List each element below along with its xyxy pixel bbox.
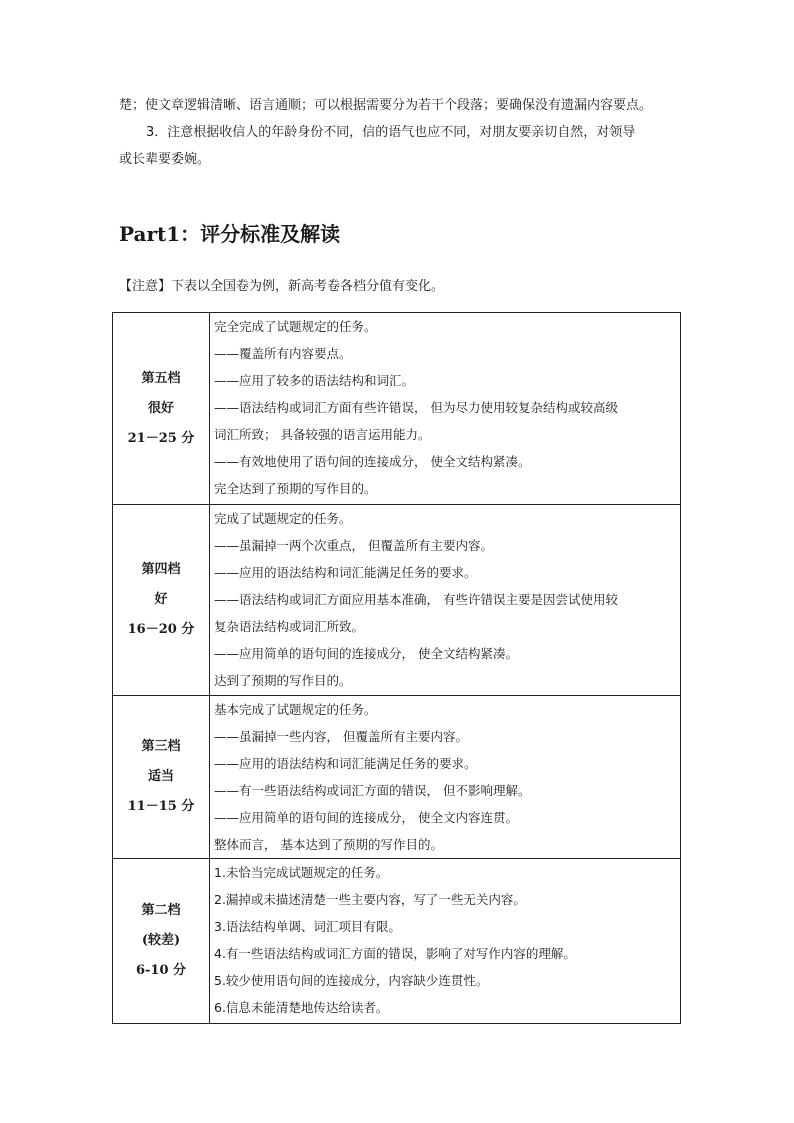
description-line: ——应用简单的语句间的连接成分， 使全文结构紧凑。 — [214, 646, 518, 661]
description-line: 词汇所致； 具备较强的语言运用能力。 — [214, 427, 431, 442]
description-line: 3.语法结构单调、词汇项目有限。 — [214, 919, 401, 934]
description-cell — [210, 859, 681, 1024]
level-grade: 好 — [154, 592, 168, 607]
description-line: ——虽漏掉一两个次重点， 但覆盖所有主要内容。 — [214, 538, 493, 553]
description-line: ——应用简单的语句间的连接成分， 使全文内容连贯。 — [214, 810, 518, 825]
level-grade: 很好 — [147, 400, 174, 416]
description-line: ——语法结构或词汇方面有些许错误， 但为尽力使用较复杂结构或较高级 — [214, 400, 618, 415]
description-line: ——应用了较多的语法结构和词汇。 — [214, 373, 415, 388]
description-line: 2.漏掉或未描述清楚一些主要内容，写了一些无关内容。 — [214, 892, 526, 907]
level-name: 第三档 — [141, 739, 181, 754]
description-line: ——有效地使用了语句间的连接成分， 使全文结构紧凑。 — [214, 454, 531, 469]
description-line: ——应用的语法结构和词汇能满足任务的要求。 — [214, 756, 477, 771]
intro-line-3: 或长辈要委婉。 — [119, 152, 211, 167]
level-cell — [113, 859, 210, 1024]
description-line: 1.未恰当完成试题规定的任务。 — [214, 865, 389, 880]
rubric-row — [113, 859, 681, 1024]
description-line: 完成了试题规定的任务。 — [214, 511, 352, 526]
description-line: ——语法结构或词汇方面应用基本准确， 有些许错误主要是因尝试使用较 — [214, 592, 618, 607]
level-cell — [113, 313, 210, 505]
level-grade: (较差) — [141, 933, 181, 948]
level-name: 第五档 — [141, 370, 181, 386]
description-cell — [210, 696, 681, 859]
rubric-row — [113, 505, 681, 696]
description-line: 达到了预期的写作目的。 — [214, 673, 352, 688]
level-score: 21－25 分 — [127, 430, 195, 446]
description-line: ——覆盖所有内容要点。 — [214, 346, 352, 361]
description-line: 复杂语法结构或词汇所致。 — [214, 619, 365, 634]
description-line: 整体而言， 基本达到了预期的写作目的。 — [214, 837, 443, 852]
level-cell — [113, 696, 210, 859]
level-grade: 适当 — [147, 769, 174, 784]
description-line: 4.有一些语法结构或词汇方面的错误，影响了对写作内容的理解。 — [214, 946, 576, 961]
description-line: ——虽漏掉一些内容， 但覆盖所有主要内容。 — [214, 729, 468, 744]
description-line: ——应用的语法结构和词汇能满足任务的要求。 — [214, 565, 477, 580]
description-line: 6.信息未能清楚地传达给读者。 — [214, 1000, 389, 1015]
table-note: 【注意】下表以全国卷为例，新高考卷各档分值有变化。 — [119, 279, 445, 294]
description-cell — [210, 505, 681, 696]
level-cell — [113, 505, 210, 696]
description-line: 完全完成了试题规定的任务。 — [214, 319, 377, 334]
level-name: 第四档 — [141, 562, 181, 577]
description-line: 基本完成了试题规定的任务。 — [214, 702, 377, 717]
rubric-table — [112, 312, 681, 1024]
part-title: Part1：评分标准及解读 — [119, 222, 341, 246]
rubric-row — [113, 696, 681, 859]
intro-line-1: 楚；使文章逻辑清晰、语言通顺；可以根据需要分为若干个段落；要确保没有遗漏内容要点。 — [119, 98, 653, 113]
description-line: ——有一些语法结构或词汇方面的错误， 但不影响理解。 — [214, 783, 531, 798]
level-score: 16－20 分 — [127, 622, 195, 637]
description-line: 5.较少使用语句间的连接成分，内容缺少连贯性。 — [214, 973, 489, 988]
description-cell — [210, 313, 681, 505]
description-line: 完全达到了预期的写作目的。 — [214, 481, 377, 496]
level-score: 11－15 分 — [127, 799, 195, 814]
level-name: 第二档 — [141, 903, 181, 918]
intro-line-2: 3．注意根据收信人的年龄身份不同，信的语气也应不同，对朋友要亲切自然，对领导 — [146, 125, 636, 140]
intro-text — [119, 92, 699, 173]
rubric-row — [113, 313, 681, 505]
level-score: 6-10 分 — [135, 963, 187, 978]
